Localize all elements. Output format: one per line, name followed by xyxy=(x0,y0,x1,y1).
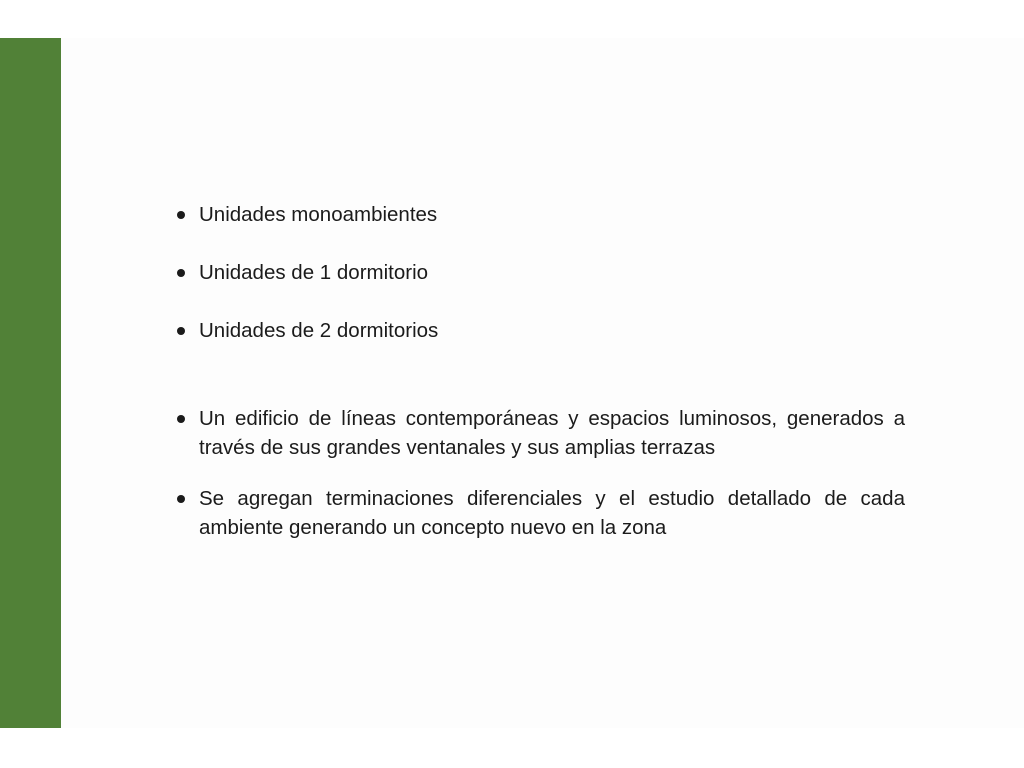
bullet-icon xyxy=(177,415,185,423)
unit-type-text: Unidades de 2 dormitorios xyxy=(199,319,439,342)
slide xyxy=(0,38,1024,728)
bullet-icon xyxy=(177,327,185,335)
list-item xyxy=(175,316,905,345)
list-item xyxy=(175,200,905,229)
list-item xyxy=(175,484,905,542)
feature-text: Se agregan terminaciones diferenciales y el estudio detallado de cada ambiente generando un concepto nuevo en la zona xyxy=(199,487,905,539)
bullet-icon xyxy=(177,269,185,277)
features-list xyxy=(175,404,905,564)
unit-type-text: Unidades de 1 dormitorio xyxy=(199,261,429,284)
bullet-icon xyxy=(177,211,185,219)
feature-text: Un edificio de líneas contemporáneas y espacios luminosos, generados a través de sus grandes ventanales y sus amplias terrazas xyxy=(199,407,905,459)
bullet-icon xyxy=(177,495,185,503)
green-side-bar xyxy=(0,38,61,728)
unit-types-list xyxy=(175,200,905,374)
unit-type-text: Unidades monoambientes xyxy=(199,203,438,226)
list-item xyxy=(175,404,905,462)
list-item xyxy=(175,258,905,287)
